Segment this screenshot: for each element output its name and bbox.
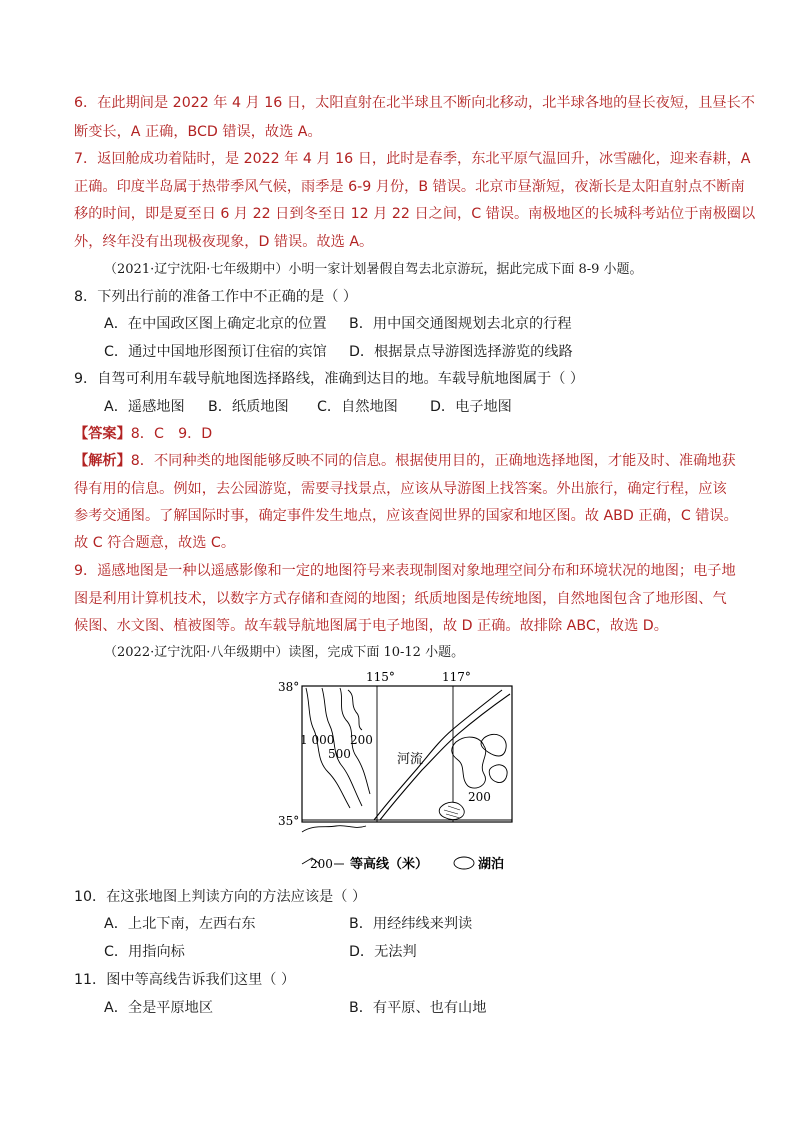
analysis-row-1 — [74, 451, 736, 471]
q11-option-b: B．有平原、也有山地 — [349, 1000, 487, 1016]
q8-option-c: C．通过中国地形图预订住宿的宾馆 — [104, 344, 327, 360]
q10-option-c: C．用指向标 — [104, 944, 185, 960]
analysis-line: 得有用的信息。例如，去公园游览，需要寻找景点，应该从导游图上找答案。外出旅行，确定行程，应该 — [74, 481, 727, 497]
legend-contour-value: 200 — [310, 857, 333, 871]
contour-line-200-right — [452, 737, 486, 788]
contour-label-500: 500 — [328, 747, 351, 761]
q8-option-b: B．用中国交通图规划去北京的行程 — [349, 316, 572, 332]
legend-contour-label: 等高线（米） — [350, 857, 429, 872]
question-9-stem: 9．自驾可利用车载导航地图选择路线，准确到达目的地。车载导航地图属于（ ） — [74, 371, 585, 387]
answer-text: 8．C 9．D — [130, 426, 213, 442]
question-11-stem: 11．图中等高线告诉我们这里（ ） — [74, 972, 296, 988]
explanation-6-line2: 断变长，A 正确，BCD 错误，故选 A。 — [74, 124, 322, 140]
lon-label-115: 115° — [366, 670, 395, 684]
explanation-7-line1: 7．返回舱成功着陆时，是 2022 年 4 月 16 日，此时是春季，东北平原气温回升，冰雪融化，迎来春耕，A — [74, 151, 751, 167]
explanation-7-line2: 正确。印度半岛属于热带季风气候，雨季是 6-9 月份，B 错误。北京市昼渐短，夜渐长是太阳直射点不断南 — [74, 179, 745, 195]
explanation-7-line3: 移的时间，即是夏至日 6 月 22 日到冬至日 12 月 22 日之间，C 错误。南极地区的长城科考站位于南极圈以 — [74, 206, 756, 222]
river-label: 河流 — [397, 752, 424, 767]
analysis-line: 9．遥感地图是一种以遥感影像和一定的地图符号来表现制图对象地理空间分布和环境状况的地图；电子地 — [74, 563, 736, 579]
q9-option-b: B．纸质地图 — [208, 399, 289, 415]
analysis-line: 图是利用计算机技术，以数字方式存储和查阅的地图；纸质地图是传统地图，自然地图包含了地形图、气 — [74, 591, 727, 607]
question-source: （2021·辽宁沈阳·七年级期中）小明一家计划暑假自驾去北京游玩，据此完成下面 8-9 小题。 — [104, 262, 643, 277]
legend-lake-label: 湖泊 — [478, 857, 505, 872]
contour-label-1000: 1 000 — [300, 733, 335, 747]
q10-option-b: B．用经纬线来判读 — [349, 916, 473, 932]
answer-row — [74, 424, 212, 444]
answer-tag: 【答案】 — [74, 426, 131, 442]
lon-label-117: 117° — [442, 670, 471, 684]
coastline — [302, 826, 366, 832]
contour-label-200-right: 200 — [468, 790, 491, 804]
legend-lake-symbol — [454, 857, 474, 869]
explanation-6-line1: 6．在此期间是 2022 年 4 月 16 日，太阳直射在北半球且不断向北移动，北半球各地的昼长夜短，且昼长不 — [74, 95, 755, 111]
lat-label-38: 38° — [278, 680, 300, 694]
analysis-line: 候图、水文图、植被图等。故车载导航地图属于电子地图，故 D 正确。故排除 ABC，故选 D。 — [74, 618, 668, 634]
q9-option-c: C．自然地图 — [317, 399, 398, 415]
lake-shape — [439, 802, 464, 819]
q8-option-a: A．在中国政区图上确定北京的位置 — [104, 316, 327, 332]
analysis-line: 参考交通图。了解国际时事，确定事件发生地点，应该查阅世界的国家和地区图。故 ABD 正确，C 错误。 — [74, 508, 738, 524]
q11-option-a: A．全是平原地区 — [104, 1000, 214, 1016]
question-source: （2022·辽宁沈阳·八年级期中）读图，完成下面 10-12 小题。 — [104, 645, 465, 660]
q10-option-a: A．上北下南，左西右东 — [104, 916, 256, 932]
q9-option-a: A．遥感地图 — [104, 399, 185, 415]
question-10-stem: 10．在这张地图上判读方向的方法应该是（ ） — [74, 889, 367, 905]
contour-label-200: 200 — [350, 733, 373, 747]
q8-option-d: D．根据景点导游图选择游览的线路 — [349, 344, 573, 360]
contour-line-inner — [348, 690, 362, 730]
analysis-line: 故 C 符合题意，故选 C。 — [74, 535, 236, 551]
explanation-7-line4: 外，终年没有出现极夜现象，D 错误。故选 A。 — [74, 234, 374, 250]
q10-option-d: D．无法判 — [349, 944, 417, 960]
analysis-line: 8．不同种类的地图能够反映不同的信息。根据使用目的，正确地选择地图，才能及时、准确地获 — [130, 453, 736, 469]
q9-option-d: D．电子地图 — [430, 399, 512, 415]
lat-label-35: 35° — [278, 814, 300, 828]
analysis-tag: 【解析】 — [74, 453, 131, 469]
contour-map-figure — [270, 668, 530, 878]
contour-hill — [481, 734, 506, 756]
contour-hill — [489, 765, 507, 783]
question-8-stem: 8．下列出行前的准备工作中不正确的是（ ） — [74, 289, 358, 305]
